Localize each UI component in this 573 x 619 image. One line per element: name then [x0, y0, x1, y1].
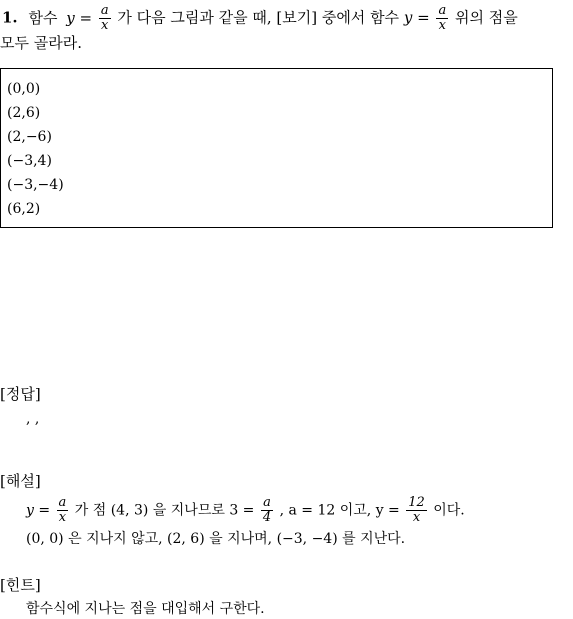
- choice-item: (6,2): [7, 201, 41, 217]
- explanation-text-c: , a = 12 이고, y =: [279, 502, 400, 519]
- choice-item: (−3,4): [7, 153, 52, 169]
- fraction-numerator: a: [58, 495, 67, 510]
- fraction-denominator: x: [101, 18, 109, 33]
- question-line-1: [2, 4, 518, 33]
- explanation-line-2: (0, 0) 은 지나지 않고, (2, 6) 을 지나며, (−3, −4) 를 지난다.: [26, 531, 406, 547]
- question-text-c: 위의 점을: [454, 8, 518, 27]
- fraction-numerator: a: [438, 3, 447, 18]
- fraction-numerator: 12: [408, 495, 425, 510]
- fraction-denominator: x: [412, 510, 421, 525]
- question-number: 1.: [2, 8, 18, 27]
- choice-item: (−3,−4): [7, 177, 64, 193]
- choice-item: (0,0): [7, 81, 41, 97]
- question-eq-2: y =: [403, 8, 430, 27]
- choice-item: (2,6): [7, 105, 41, 121]
- question-line-2: 모두 골라라.: [0, 34, 82, 52]
- fraction-denominator: 4: [262, 510, 272, 525]
- explanation-text-d: 이다.: [433, 502, 465, 519]
- explanation-fraction-3: [406, 496, 427, 525]
- explanation-label: [해설]: [0, 472, 41, 490]
- explanation-fraction-1: [57, 496, 69, 525]
- question-text-b: 가 다음 그림과 같을 때, [보기] 중에서 함수: [117, 8, 400, 27]
- fraction-numerator: a: [261, 496, 273, 511]
- answer-label: [정답]: [0, 385, 41, 403]
- explanation-line-1: [26, 496, 465, 525]
- choices-box: [0, 68, 553, 228]
- choice-item: (2,−6): [7, 129, 52, 145]
- answer-value: , ,: [26, 411, 40, 427]
- explanation-text-b: 가 점 (4, 3) 을 지나므로 3 =: [74, 502, 255, 519]
- explanation-eq-1: y =: [26, 502, 51, 519]
- question-text-a: 함수: [28, 8, 58, 27]
- hint-label: [힌트]: [0, 576, 41, 594]
- question-fraction-2: [436, 4, 448, 33]
- fraction-denominator: x: [438, 18, 446, 33]
- explanation-fraction-2: [261, 496, 273, 525]
- hint-text: 함수식에 지나는 점을 대입해서 구한다.: [26, 601, 265, 617]
- question-fraction-1: [99, 4, 111, 33]
- fraction-numerator: a: [100, 3, 109, 18]
- fraction-denominator: x: [58, 510, 67, 525]
- question-eq-1: y =: [66, 8, 93, 27]
